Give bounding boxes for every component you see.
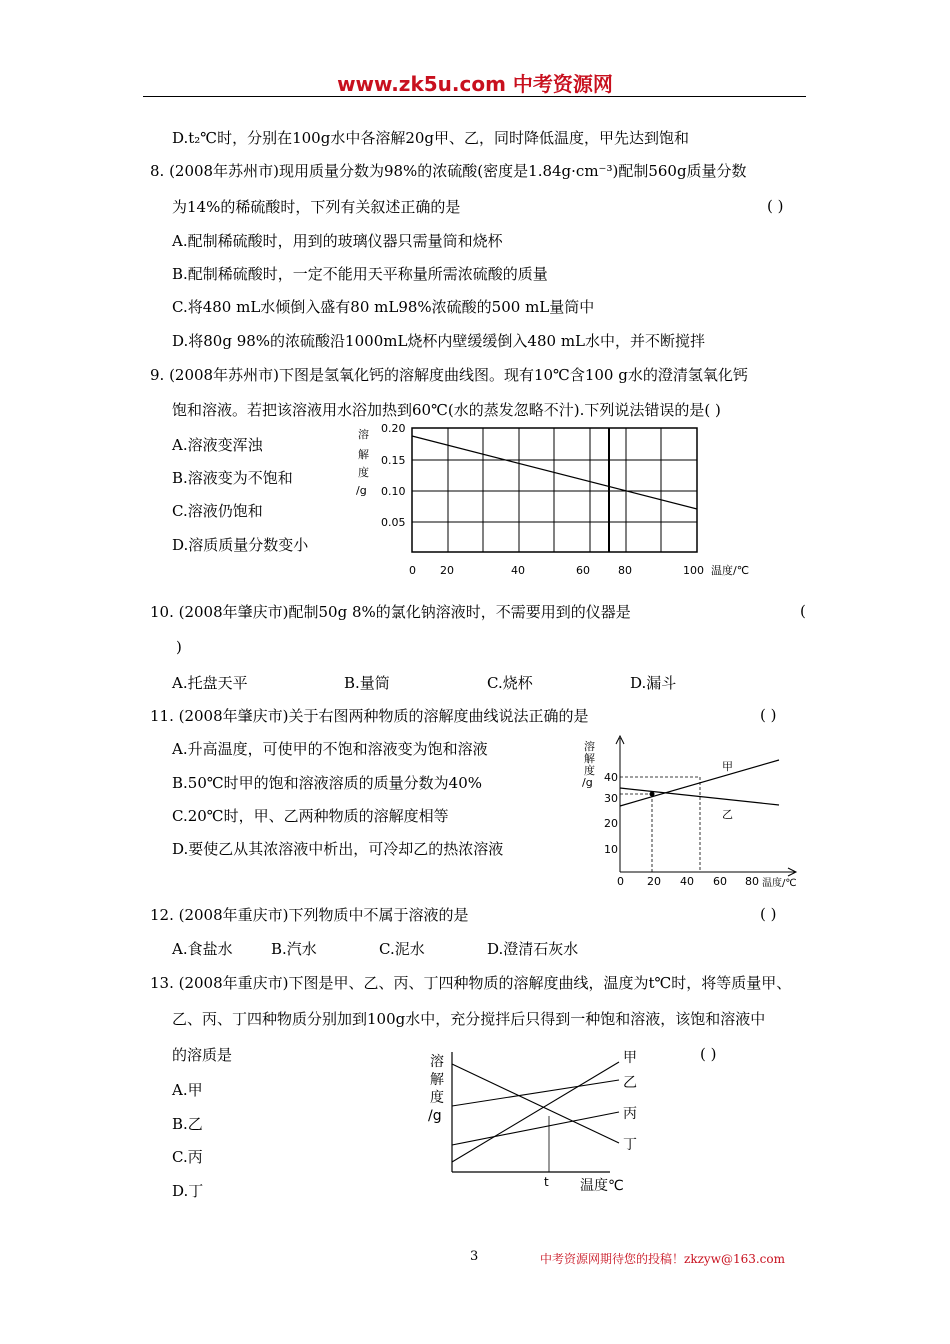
q9-xtick: 20	[440, 564, 454, 577]
q8-option-a: A.配制稀硫酸时，用到的玻璃仪器只需量筒和烧杯	[172, 232, 503, 250]
q11-option-d: D.要使乙从其浓溶液中析出，可冷却乙的热浓溶液	[172, 840, 504, 858]
q13-label-yi: 乙	[623, 1075, 637, 1091]
q13-xtick-t: t	[544, 1175, 549, 1189]
q9-xtick: 40	[511, 564, 525, 577]
q11-solubility-chart	[575, 730, 805, 890]
q10-line1: 10. (2008年肇庆市)配制50g 8%的氯化钠溶液时，不需要用到的仪器是	[150, 603, 631, 621]
q13-answer-paren: ( )	[700, 1045, 717, 1063]
q13-option-a: A.甲	[172, 1081, 203, 1099]
footer-promo[interactable]: 中考资源网期待您的投稿！zkzyw@163.com	[540, 1252, 786, 1266]
q11-option-b: B.50℃时甲的饱和溶液溶质的质量分数为40%	[172, 774, 482, 792]
q11-ylabel-1: 溶	[584, 740, 595, 753]
q9-ylabel-2: 解	[358, 448, 369, 461]
q9-ylabel-3: 度	[358, 466, 369, 479]
q12-option-b: B.汽水	[271, 940, 317, 958]
q11-ylabel-4: /g	[582, 776, 593, 789]
q11-option-a: A.升高温度，可使甲的不饱和溶液变为饱和溶液	[172, 740, 488, 758]
q11-xtick: 20	[647, 875, 661, 888]
q9-ytick: 0.10	[381, 485, 406, 498]
q13-ylabel-2: 解	[430, 1072, 444, 1088]
q11-option-c: C.20℃时，甲、乙两种物质的溶解度相等	[172, 807, 449, 825]
q9-ytick: 0.05	[381, 516, 406, 529]
q11-curve-yi	[620, 788, 779, 805]
q12-line1: 12. (2008年重庆市)下列物质中不属于溶液的是	[150, 906, 469, 924]
q9-xtick: 0	[409, 564, 416, 577]
q8-line2: 为14%的稀硫酸时，下列有关叙述正确的是	[172, 198, 461, 216]
q10-paren-close: )	[176, 638, 182, 656]
q13-label-bing: 丙	[623, 1106, 637, 1122]
q13-ylabel-1: 溶	[430, 1054, 444, 1070]
q13-label-ding: 丁	[623, 1137, 637, 1153]
q9-xtick: 100	[683, 564, 704, 577]
q9-xlabel: 温度/℃	[711, 564, 750, 577]
q11-ytick: 10	[604, 843, 618, 856]
q10-option-a: A.托盘天平	[172, 674, 248, 692]
q11-xtick: 60	[713, 875, 727, 888]
q9-line2: 饱和溶液。若把该溶液用水浴加热到60℃(水的蒸发忽略不汁).下列说法错误的是( )	[172, 401, 721, 419]
q12-option-a: A.食盐水	[172, 940, 233, 958]
q9-option-d: D.溶质质量分数变小	[172, 536, 309, 554]
q8-option-d: D.将80g 98%的浓硫酸沿1000mL烧杯内壁缓缓倒入480 mL水中，并不断搅拌	[172, 332, 706, 350]
q10-option-d: D.漏斗	[630, 674, 677, 692]
q10-paren-open: (	[800, 602, 806, 620]
q11-label-yi: 乙	[722, 808, 733, 821]
header-divider	[143, 96, 806, 97]
page-number: 3	[470, 1249, 479, 1264]
q9-option-c: C.溶液仍饱和	[172, 502, 263, 520]
q13-ylabel-4: /g	[428, 1108, 442, 1124]
q11-xtick: 80	[745, 875, 759, 888]
q8-line1: 8. (2008年苏州市)现用质量分数为98%的浓硫酸(密度是1.84g·cm⁻³)配制560g质量分数	[150, 162, 747, 180]
q9-line1: 9. (2008年苏州市)下图是氢氧化钙的溶解度曲线图。现有10℃含100 g水的澄清氢氧化钙	[150, 366, 748, 384]
q13-curve-yi	[452, 1080, 619, 1106]
q11-ylabel-3: 度	[584, 764, 595, 777]
q13-line3: 的溶质是	[172, 1046, 233, 1064]
q11-curve-jia	[620, 760, 779, 806]
q11-intersection-point	[650, 792, 655, 797]
q12-option-c: C.泥水	[379, 940, 425, 958]
q13-option-d: D.丁	[172, 1182, 204, 1200]
q12-answer-paren: ( )	[760, 905, 777, 923]
q11-ylabel-2: 解	[584, 752, 595, 765]
q10-option-c: C.烧杯	[487, 674, 533, 692]
q11-ytick: 30	[604, 792, 618, 805]
q9-option-b: B.溶液变为不饱和	[172, 469, 293, 487]
q8-answer-paren: ( )	[767, 197, 784, 215]
q11-label-jia: 甲	[722, 760, 733, 773]
q9-solubility-chart	[350, 420, 770, 580]
header-site-url[interactable]: www.zk5u.com	[337, 72, 506, 96]
q11-answer-paren: ( )	[760, 706, 777, 724]
q13-ylabel-3: 度	[430, 1090, 444, 1106]
header-site-name: 中考资源网	[512, 72, 613, 96]
q11-ytick: 20	[604, 817, 618, 830]
q7-option-d: D.t₂℃时，分别在100g水中各溶解20g甲、乙，同时降低温度，甲先达到饱和	[172, 129, 690, 147]
q11-xtick: 40	[680, 875, 694, 888]
q8-option-b: B.配制稀硫酸时，一定不能用天平称量所需浓硫酸的质量	[172, 265, 548, 283]
q13-curve-ding	[452, 1064, 619, 1143]
q11-line1: 11. (2008年肇庆市)关于右图两种物质的溶解度曲线说法正确的是	[150, 707, 589, 725]
q13-xlabel: 温度℃	[580, 1178, 624, 1194]
q9-xtick: 80	[618, 564, 632, 577]
q9-ytick: 0.20	[381, 422, 406, 435]
q10-option-b: B.量筒	[344, 674, 390, 692]
q13-option-b: B.乙	[172, 1115, 203, 1133]
q13-label-jia: 甲	[623, 1050, 637, 1066]
page-header	[0, 68, 950, 97]
q13-curve-bing	[452, 1112, 619, 1145]
q9-ylabel-4: /g	[356, 484, 367, 497]
q9-option-a: A.溶液变浑浊	[172, 436, 263, 454]
q11-xtick: 0	[617, 875, 624, 888]
q12-option-d: D.澄清石灰水	[487, 940, 579, 958]
q13-curve-jia	[452, 1062, 619, 1162]
q13-option-c: C.丙	[172, 1148, 203, 1166]
q13-solubility-chart	[420, 1040, 660, 1200]
q13-line1: 13. (2008年重庆市)下图是甲、乙、丙、丁四种物质的溶解度曲线，温度为t℃时，将等质量甲、	[150, 974, 792, 992]
q11-xlabel: 温度/℃	[762, 878, 797, 889]
q11-ytick: 40	[604, 771, 618, 784]
q13-line2: 乙、丙、丁四种物质分别加到100g水中，充分搅拌后只得到一种饱和溶液，该饱和溶液中	[172, 1010, 766, 1028]
q9-ytick: 0.15	[381, 454, 406, 467]
q8-option-c: C.将480 mL水倾倒入盛有80 mL98%浓硫酸的500 mL量筒中	[172, 298, 595, 316]
q9-ylabel-1: 溶	[358, 428, 369, 441]
q9-xtick: 60	[576, 564, 590, 577]
